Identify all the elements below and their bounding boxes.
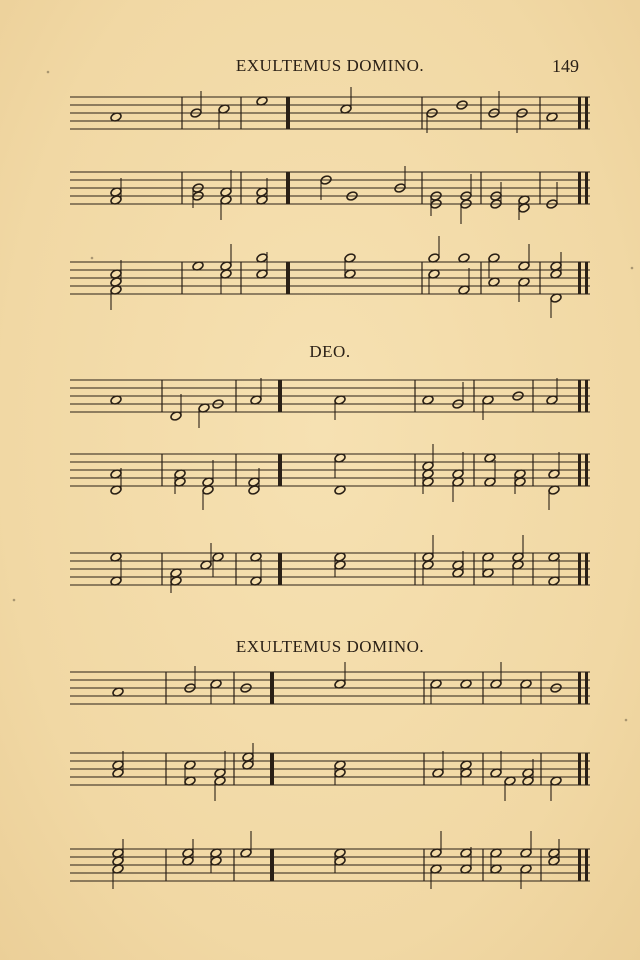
half-note bbox=[202, 460, 214, 487]
half-note bbox=[548, 559, 560, 586]
half-note bbox=[170, 394, 182, 421]
half-note bbox=[214, 751, 226, 778]
half-note bbox=[512, 560, 524, 585]
paper-speck bbox=[91, 257, 94, 260]
final-bar-thick bbox=[585, 97, 588, 129]
thick-bar-line bbox=[270, 672, 274, 704]
final-bar-thick bbox=[585, 380, 588, 412]
final-bar-thick bbox=[578, 753, 581, 785]
section-title-exultemus: EXULTEMUS DOMINO. bbox=[235, 637, 425, 656]
paper-speck bbox=[625, 719, 628, 722]
half-note bbox=[550, 293, 562, 318]
thick-bar-line bbox=[286, 97, 290, 129]
final-bar-thick bbox=[578, 454, 581, 486]
half-note bbox=[452, 452, 464, 479]
running-title: EXULTEMUS DOMINO. bbox=[235, 56, 425, 75]
half-note bbox=[250, 559, 262, 586]
half-note bbox=[250, 378, 262, 405]
final-bar-thick bbox=[585, 753, 588, 785]
half-note bbox=[504, 776, 516, 801]
thick-bar-line bbox=[278, 454, 282, 486]
half-note bbox=[490, 662, 502, 689]
half-note bbox=[240, 831, 252, 858]
half-note bbox=[110, 559, 122, 586]
final-bar-thick bbox=[585, 849, 588, 881]
paper-speck bbox=[13, 599, 16, 602]
half-note bbox=[218, 104, 230, 129]
final-bar-thick bbox=[578, 380, 581, 412]
thick-bar-line bbox=[286, 262, 290, 294]
final-bar-thick bbox=[578, 672, 581, 704]
half-note bbox=[210, 679, 222, 704]
half-note bbox=[432, 751, 444, 778]
half-note bbox=[452, 477, 464, 502]
half-note bbox=[482, 395, 494, 420]
half-note bbox=[112, 864, 124, 889]
final-bar-thick bbox=[585, 262, 588, 294]
half-note bbox=[520, 831, 532, 858]
half-note bbox=[548, 452, 560, 479]
paper-speck bbox=[631, 267, 634, 270]
half-note bbox=[518, 244, 530, 271]
half-note bbox=[430, 679, 442, 704]
thick-bar-line bbox=[278, 380, 282, 412]
half-note bbox=[430, 831, 442, 858]
final-bar-thick bbox=[585, 553, 588, 585]
half-note bbox=[458, 268, 470, 295]
half-note bbox=[428, 236, 440, 263]
half-note bbox=[512, 535, 524, 562]
half-note bbox=[334, 662, 346, 689]
half-note bbox=[334, 453, 346, 478]
page-number: 149 bbox=[552, 56, 579, 76]
final-bar-thick bbox=[585, 454, 588, 486]
half-note bbox=[110, 285, 122, 310]
thick-bar-line bbox=[286, 172, 290, 204]
final-bar-thick bbox=[585, 672, 588, 704]
half-note bbox=[490, 751, 502, 778]
half-note bbox=[200, 543, 212, 570]
half-note bbox=[212, 552, 224, 577]
half-note bbox=[422, 560, 434, 585]
half-note bbox=[484, 460, 496, 487]
half-note bbox=[488, 253, 500, 278]
half-note bbox=[520, 679, 532, 704]
final-bar-thick bbox=[578, 262, 581, 294]
final-bar-thick bbox=[578, 553, 581, 585]
half-note bbox=[340, 87, 352, 114]
half-note bbox=[430, 864, 442, 889]
half-note bbox=[214, 776, 226, 801]
half-note bbox=[548, 485, 560, 510]
half-note bbox=[220, 244, 232, 271]
thick-bar-line bbox=[270, 753, 274, 785]
section-title-deo: DEO. bbox=[309, 342, 351, 361]
half-note bbox=[422, 444, 434, 471]
thick-bar-line bbox=[270, 849, 274, 881]
half-note bbox=[220, 170, 232, 197]
half-note bbox=[550, 776, 562, 801]
final-bar-thick bbox=[578, 172, 581, 204]
half-note bbox=[202, 485, 214, 510]
half-note bbox=[460, 199, 472, 224]
half-note bbox=[220, 195, 232, 220]
paper-speck bbox=[47, 71, 50, 74]
half-note bbox=[518, 277, 530, 302]
final-bar-thick bbox=[578, 849, 581, 881]
half-note bbox=[422, 535, 434, 562]
final-bar-thick bbox=[578, 97, 581, 129]
half-note bbox=[520, 864, 532, 889]
half-note bbox=[220, 269, 232, 294]
half-note bbox=[546, 378, 558, 405]
half-note bbox=[198, 403, 210, 428]
final-bar-thick bbox=[585, 172, 588, 204]
half-note bbox=[334, 395, 346, 420]
thick-bar-line bbox=[278, 553, 282, 585]
half-note bbox=[428, 269, 440, 294]
